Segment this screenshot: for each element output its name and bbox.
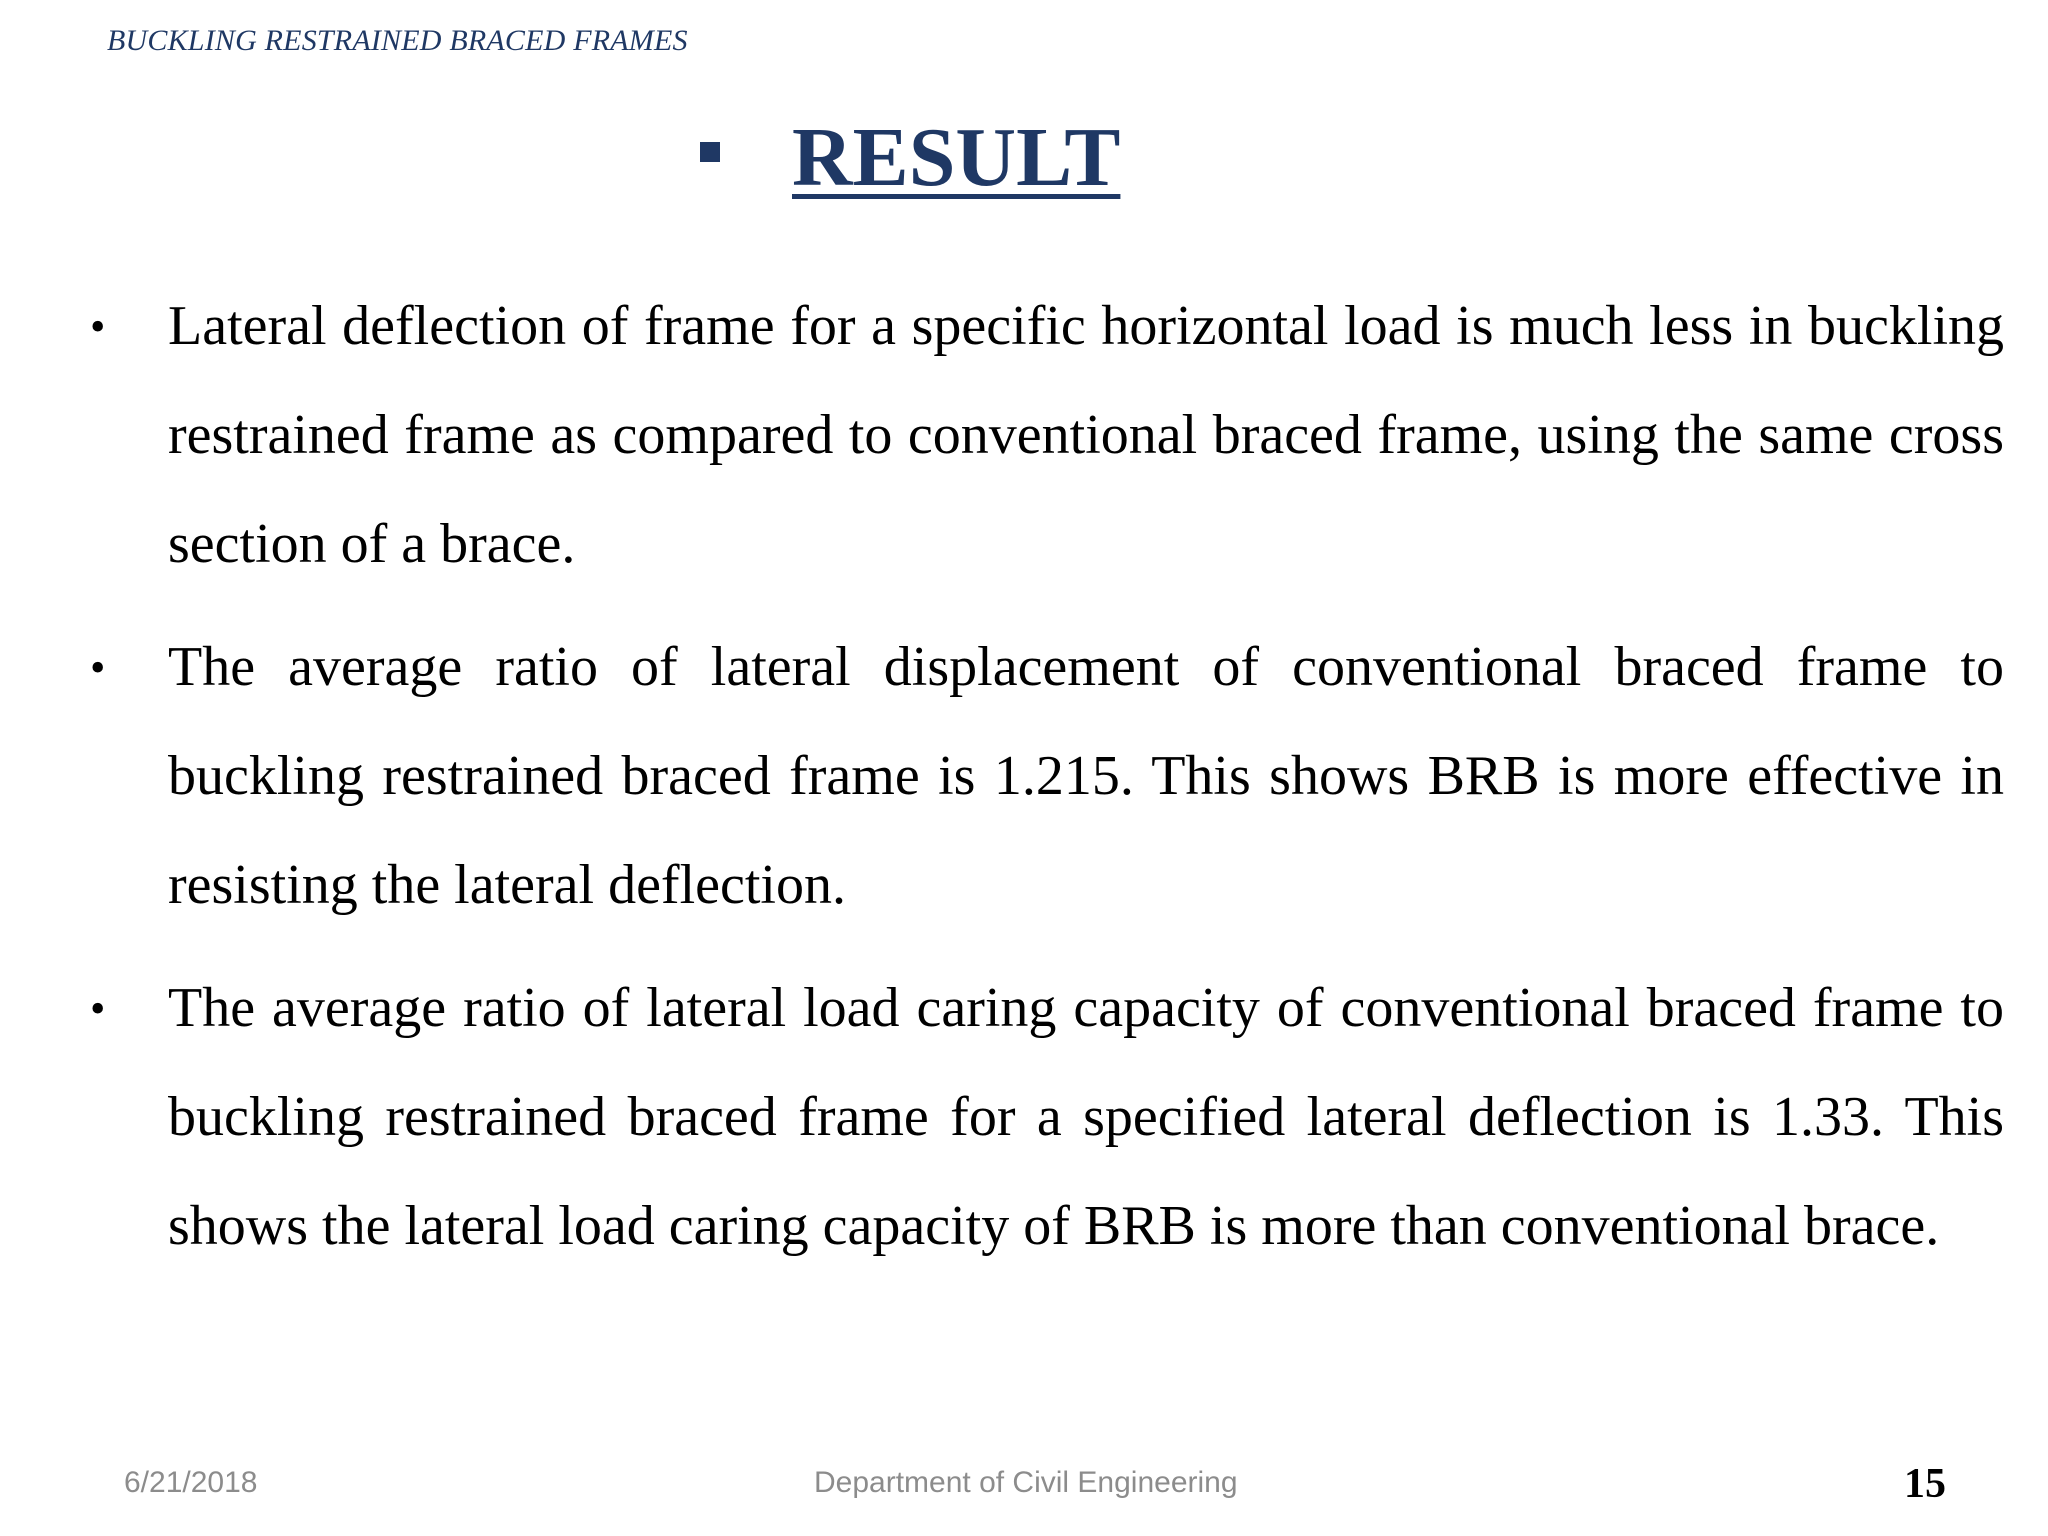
bullet-dot-icon: • [90,643,106,692]
footer-date: 6/21/2018 [124,1466,258,1499]
bullet-dot-icon: • [90,302,106,351]
footer-department: Department of Civil Engineering [814,1466,1238,1499]
section-heading-text: RESULT [792,111,1121,204]
bullet-text: Lateral deflection of frame for a specific horizontal load is much less in buckling restrained frame as compared to conventional braced frame, using the same cross section of a brace. [168,295,2004,575]
bullet-item [84,272,2004,599]
bullet-dot-icon: • [90,984,106,1033]
page-number: 15 [1904,1461,1946,1507]
bullet-item [84,613,2004,940]
header-title: BUCKLING RESTRAINED BRACED FRAMES [107,24,688,57]
bullet-text: The average ratio of lateral load caring capacity of conventional braced frame to buckling restrained braced frame for a specified lateral deflection is 1.33. This shows the lateral load caring capacity of BRB is more than conventional brace. [168,977,2004,1257]
section-heading [700,111,1121,204]
bullet-list [84,272,2004,1295]
bullet-item [84,954,2004,1281]
square-bullet-icon [700,142,720,162]
bullet-text: The average ratio of lateral displacement of conventional braced frame to buckling restrained braced frame is 1.215. This shows BRB is more effective in resisting the lateral deflection. [168,636,2004,916]
